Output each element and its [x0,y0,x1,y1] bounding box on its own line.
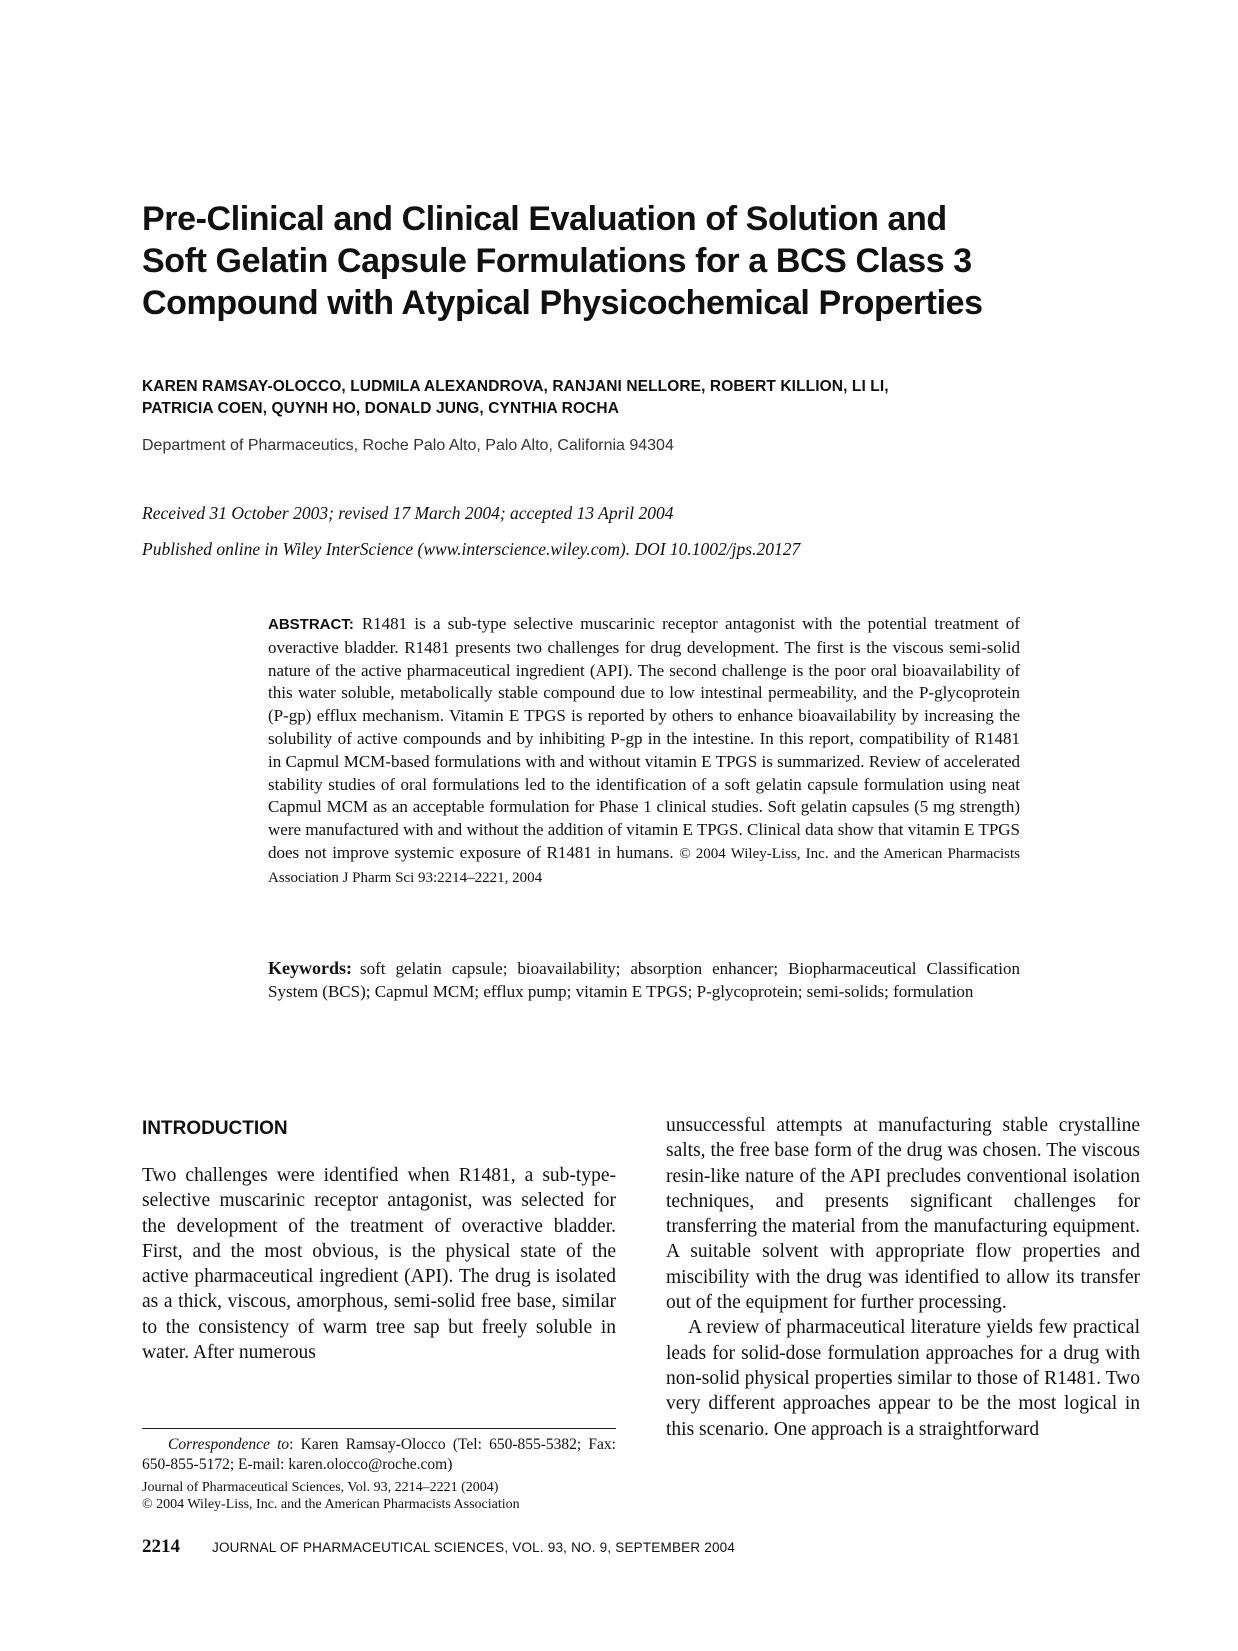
publication-info: Published online in Wiley InterScience (www.interscience.wiley.com). DOI 10.1002/jps.20127 [142,539,801,559]
title-line-3: Compound with Atypical Physicochemical Properties [142,284,983,322]
correspondence-text: : Karen Ramsay-Olocco (Tel: 650-855-5382; Fax: 650-855-5172; E-mail: karen.olocco@roche.com) [142,1436,616,1473]
title-line-2: Soft Gelatin Capsule Formulations for a BCS Class 3 [142,242,972,280]
affiliation: Department of Pharmaceutics, Roche Palo Alto, Palo Alto, California 94304 [142,437,674,454]
correspondence-note [142,1435,616,1475]
correspondence-label: Correspondence to [168,1436,290,1453]
journal-line: Journal of Pharmaceutical Sciences, Vol. 93, 2214–2221 (2004) [142,1480,499,1495]
introduction-paragraph-continued: unsuccessful attempts at manufacturing stable crystalline salts, the free base form of the drug was chosen. The viscous resin-like nature of the API precludes conventional isolation techniques, and presents significant challenges for transferring the material from the manufacturing equipment. A suitable solvent with appropriate flow properties and miscibility with the drug was identified to allow its transfer out of the equipment for further processing. [666,1115,1140,1314]
author-list [142,376,1132,420]
copyright-line: © 2004 Wiley-Liss, Inc. and the American Pharmacists Association [142,1497,520,1512]
running-title: JOURNAL OF PHARMACEUTICAL SCIENCES, VOL. 93, NO. 9, SEPTEMBER 2004 [212,1540,736,1555]
keywords-label: Keywords: [268,958,352,978]
page-number: 2214 [142,1536,180,1557]
introduction-heading: INTRODUCTION [142,1118,288,1139]
introduction-right-column [666,1113,1140,1442]
authors-line-2: PATRICIA COEN, QUYNH HO, DONALD JUNG, CYNTHIA ROCHA [142,400,619,417]
authors-line-1: KAREN RAMSAY-OLOCCO, LUDMILA ALEXANDROVA, RANJANI NELLORE, ROBERT KILLION, LI LI, [142,378,889,395]
keywords [268,957,1020,1004]
abstract-text: R1481 is a sub-type selective muscarinic receptor antagonist with the potential treatment of overactive bladder. R1481 presents two challenges for drug development. The first is the viscous semi-solid nature of the active pharmaceutical ingredient (API). The second challenge is the poor oral bioavailability of this water soluble, metabolically stable compound due to low intestinal permeability, and the P-glycoprotein (P-gp) efflux mechanism. Vitamin E TPGS is reported by others to enhance bioavailability by increasing the solubility of active compounds and by inhibiting P-gp in the intestine. In this report, compatibility of R1481 in Capmul MCM-based formulations with and without vitamin E TPGS is summarized. Review of accelerated stability studies of oral formulations led to the identification of a soft gelatin capsule formulation using neat Capmul MCM as an acceptable formulation for Phase 1 clinical studies. Soft gelatin capsules (5 mg strength) were manufactured with and without the addition of vitamin E TPGS. Clinical data show that vitamin E TPGS does not improve systemic exposure of R1481 in humans. [268,614,1020,862]
journal-citation-note [142,1479,616,1513]
introduction-left-column: Two challenges were identified when R1481, a sub-type-selective muscarinic receptor antagonist, was selected for the development of the treatment of overactive bladder. First, and the most obvious, is the physical state of the active pharmaceutical ingredient (API). The drug is isolated as a thick, viscous, amorphous, semi-solid free base, similar to the consistency of warm tree sap but freely soluble in water. After numerous [142,1165,616,1364]
page-footer [142,1536,735,1558]
footnote-divider [142,1428,616,1429]
abstract-copyright: © 2004 Wiley-Liss, Inc. and the American Pharmacists Association J Pharm Sci 93:2214–2221, 2004 [268,845,1021,886]
keywords-text: soft gelatin capsule; bioavailability; absorption enhancer; Biopharmaceutical Classification System (BCS); Capmul MCM; efflux pump; vitamin E TPGS; P-glycoprotein; semi-solids; formulation [268,959,1020,1001]
submission-dates: Received 31 October 2003; revised 17 March 2004; accepted 13 April 2004 [142,503,674,523]
abstract-label: ABSTRACT: [268,616,354,633]
abstract [268,613,1020,890]
title-line-1: Pre-Clinical and Clinical Evaluation of Solution and [142,200,947,238]
introduction-paragraph-2: A review of pharmaceutical literature yields few practical leads for solid-dose formulation approaches for a drug with non-solid physical properties similar to those of R1481. Two very different approaches appear to be the most logical in this scenario. One approach is a straightforward [666,1317,1140,1440]
article-title [142,198,1122,324]
